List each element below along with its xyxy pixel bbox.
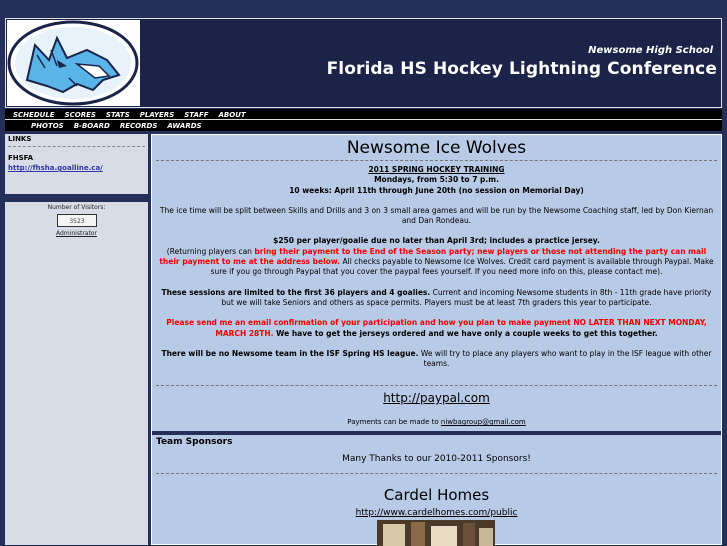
nav-records[interactable]: RECORDS [119,122,158,130]
isf-paragraph [156,349,717,370]
sponsor-link[interactable]: http://www.cardelhomes.com/public [355,508,518,518]
fhsfa-label: FHSFA [8,154,34,162]
paypal-link[interactable]: http://paypal.com [383,391,490,405]
payment-intro: (Returning players can [166,246,255,256]
wolf-logo[interactable] [7,20,140,106]
nav-bboard[interactable]: B-BOARD [73,122,110,130]
isf-bold: There will be no Newsome team in the ISF Spring HS league. [161,348,419,358]
payments-line [152,418,721,426]
nav-divider [5,119,722,120]
payments-email-link[interactable]: niwbagroup@gmail.com [440,418,526,426]
limit-rest: Current and incoming Newsome students in 8th - 11th grade have priority but we will take Seniors and others as space permits. Players must be at least 7th graders this year to participate. [221,287,712,307]
nav-awards[interactable]: AWARDS [167,122,202,130]
sponsors-rule [156,473,717,474]
nav-players[interactable]: PLAYERS [139,111,175,119]
nav-stats[interactable]: STATS [105,111,130,119]
visitor-counter: 3523 [57,214,97,227]
wolf-logo-icon [7,20,140,106]
administrator-link[interactable]: Administrator [56,230,97,237]
sponsor-photo-icon [377,520,495,546]
nav-row-secondary [31,121,212,131]
left-sidebar [5,134,148,545]
sponsor-photo[interactable] [377,520,495,546]
weeks-line: 10 weeks: April 11th through June 20th (no session on Memorial Day) [289,185,584,195]
sponsor-name: Cardel Homes [383,486,490,504]
page-title: Newsome Ice Wolves [346,138,527,158]
nav-about[interactable]: ABOUT [218,111,246,119]
sponsors-thanks: Many Thanks to our 2010-2011 Sponsors! [342,454,531,464]
payment-rest: All checks payable to Newsome Ice Wolves. Credit card payment is available through Paypal. Make sure if you go through Paypal that you cover the paypal fees yourself. If you need more info on this, please contact me). [210,257,714,277]
sponsors-heading: Team Sponsors [156,437,233,447]
schedule-line: Mondays, from 5:30 to 7 p.m. [374,175,499,185]
ice-time-text: The ice time will be split between Skills and Drills and 3 on 3 small area games and will be run by the Newsome Coaching staff, led by Don Kiernan and Dan Rondeau. [159,205,714,226]
title-rule [156,160,717,161]
isf-rest: We will try to place any players who want to play in the ISF league with other teams. [418,348,712,369]
payment-red: bring their payment to the End of the Season party; new players or those not attending the party can mail their payment to me at the address below. [159,246,707,267]
main-content [151,134,722,545]
limit-paragraph [156,288,717,309]
payment-paragraph [156,247,717,278]
visitors-label: Number of Visitors: [47,204,106,211]
links-heading: LINKS [8,135,32,143]
announcement [156,165,717,369]
paypal-rule [156,385,717,386]
nav-scores[interactable]: SCORES [64,111,96,119]
email-bold: We have to get the jerseys ordered and we have only a couple weeks to get this together. [273,328,658,338]
fhsfa-link[interactable]: http://fhsha.goalline.ca/ [8,164,103,172]
nav-schedule[interactable]: SCHEDULE [13,111,55,119]
payments-prefix: Payments can be made to [347,418,441,426]
price-text: $250 per player/goalie due no later than April 3rd; includes a practice jersey. [273,236,600,246]
sidebar-rule [8,146,145,147]
site-header [5,18,722,108]
nav-photos[interactable]: PHOTOS [31,122,64,130]
main-nav [5,109,722,131]
sidebar-band [5,194,148,202]
nav-staff[interactable]: STAFF [184,111,209,119]
email-red: Please send me an email confirmation of your participation and how you plan to make payment NO LATER THAN NEXT MONDAY, MARCH 28TH. [166,318,707,338]
conference-title: Florida HS Hockey Lightning Conference [326,59,717,79]
training-heading: 2011 SPRING HOCKEY TRAINING [368,165,505,174]
email-paragraph [156,318,717,339]
school-name: Newsome High School [588,45,713,56]
limit-bold: These sessions are limited to the first 36 players and 4 goalies. [161,287,431,297]
section-band [152,431,721,435]
